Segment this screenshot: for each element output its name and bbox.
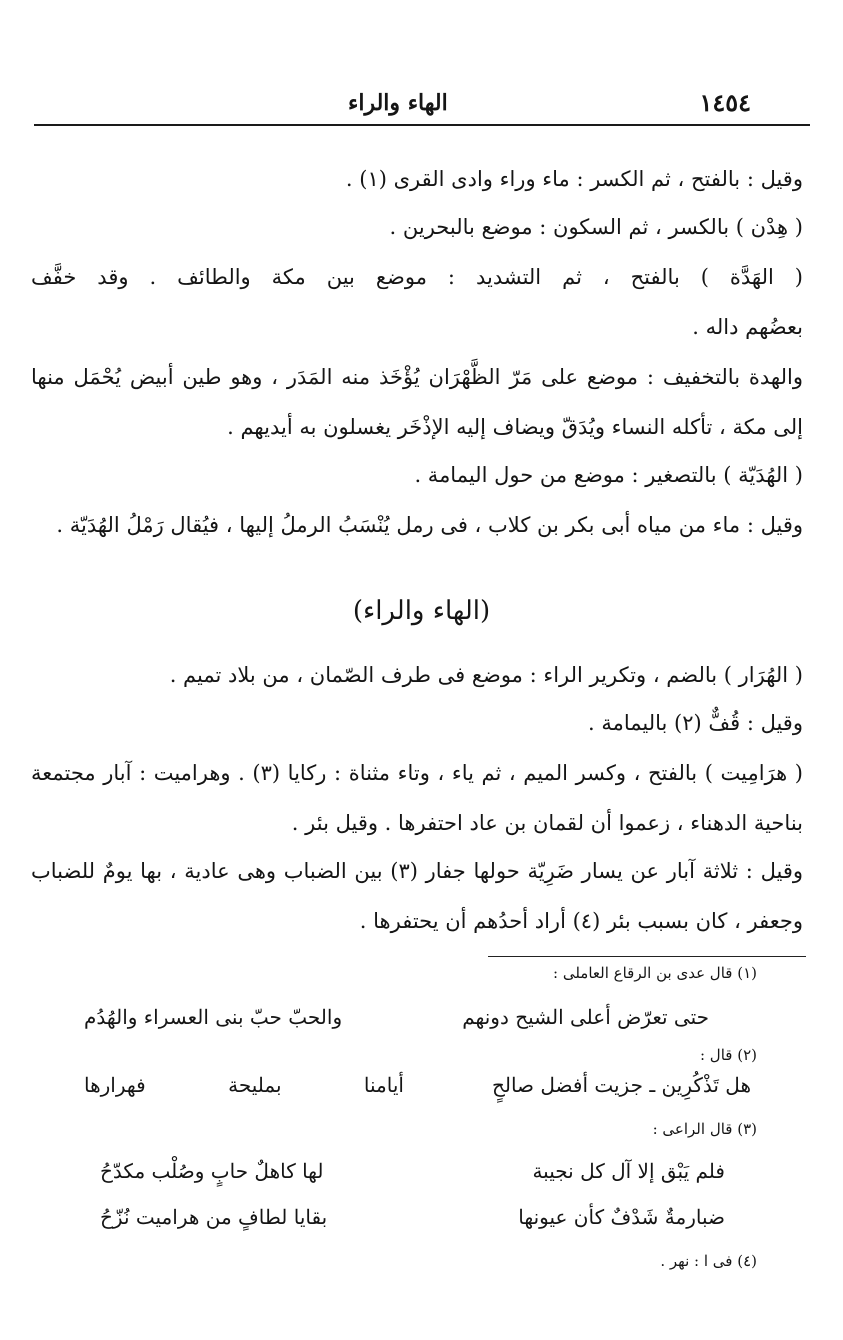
footnote-rule — [488, 956, 806, 957]
section-heading: (الهاء والراء) — [352, 596, 491, 626]
footnote-2-label: (٢) قال : — [699, 1046, 757, 1064]
entry-line: ( هرَامِيت ) بالفتح ، وكسر الميم ، ثم ياء ، وتاء مثناة : ركايا (٣) . وهراميت : آبار مجتمعة — [31, 761, 803, 785]
footnote-3-label: (٣) قال الراعى : — [652, 1120, 757, 1138]
body-line: وقيل : ماء من مياه أبى بكر بن كلاب ، فى رمل يُنْسَبُ الرملُ إليها ، فيُقال رَمْلُ الهُدَيّة . — [56, 513, 803, 537]
body-line: وقيل : ثلاثة آبار عن يسار ضَرِيّة حولها جفار (٣) بين الضباب وهى عادية ، بها يومٌ للضباب — [31, 859, 803, 883]
footnote-1-label: (١) قال عدى بن الرقاع العاملى : — [553, 964, 757, 982]
verse-hemistich: فلم يَبْق إلا آل كل نجيبة — [532, 1159, 725, 1183]
verse-hemistich: أيامنا بمليحة فهرارها — [84, 1073, 404, 1097]
body-line: والهدة بالتخفيف : موضع على مَرّ الظَّهْرَان يُؤْخَذ منه المَدَر ، وهو طين أبيض يُحْمَل منها — [31, 365, 803, 389]
body-line: بعضُهم داله . — [692, 315, 803, 339]
entry-line: ( الهَدَّة ) بالفتح ، ثم التشديد : موضع بين مكة والطائف . وقد خفَّف — [31, 265, 803, 289]
entry-line: ( هِدْن ) بالكسر ، ثم السكون : موضع بالبحرين . — [389, 215, 803, 239]
running-title: الهاء والراء — [348, 90, 448, 116]
verse-hemistich: والحبّ حبّ بنى العسراء والهُدُم — [84, 1005, 343, 1029]
body-line: وجعفر ، كان بسبب بئر (٤) أراد أحدُهم أن يحتفرها . — [359, 909, 803, 933]
entry-line: ( الهُرَار ) بالضم ، وتكرير الراء : موضع فى طرف الصّمان ، من بلاد تميم . — [169, 663, 803, 687]
page-number: ١٤٥٤ — [699, 88, 751, 117]
header-rule — [34, 124, 810, 126]
body-line: بناحية الدهناء ، زعموا أن لقمان بن عاد احتفرها . وقيل بئر . — [291, 811, 803, 835]
footnote-4: (٤) فى ا : نهر . — [660, 1252, 757, 1270]
entry-line: ( الهُدَيّة ) بالتصغير : موضع من حول اليمامة . — [414, 463, 803, 487]
verse-hemistich: ضبارمةٌ شَدْفٌ كأن عيونها — [518, 1205, 725, 1229]
body-line: إلى مكة ، تأكله النساء ويُدَقّ ويضاف إليه الإذْخَر يغسلون به أيديهم . — [227, 415, 803, 439]
body-line: وقيل : بالفتح ، ثم الكسر : ماء وراء وادى القرى (١) . — [345, 167, 803, 191]
verse-hemistich: لها كاهلٌ حابٍ وصُلْب مكدّحُ — [100, 1159, 324, 1183]
running-header — [0, 88, 843, 124]
verse-hemistich: هل تَذْكُرِين ـ جزيت أفضل صالحٍ — [491, 1073, 751, 1097]
verse-hemistich: بقايا لطافٍ من هراميت نُزّحُ — [100, 1205, 328, 1229]
verse-hemistich: حتى تعرّض أعلى الشيح دونهم — [462, 1005, 709, 1029]
body-line: وقيل : قُفٌّ (٢) باليمامة . — [587, 711, 803, 735]
